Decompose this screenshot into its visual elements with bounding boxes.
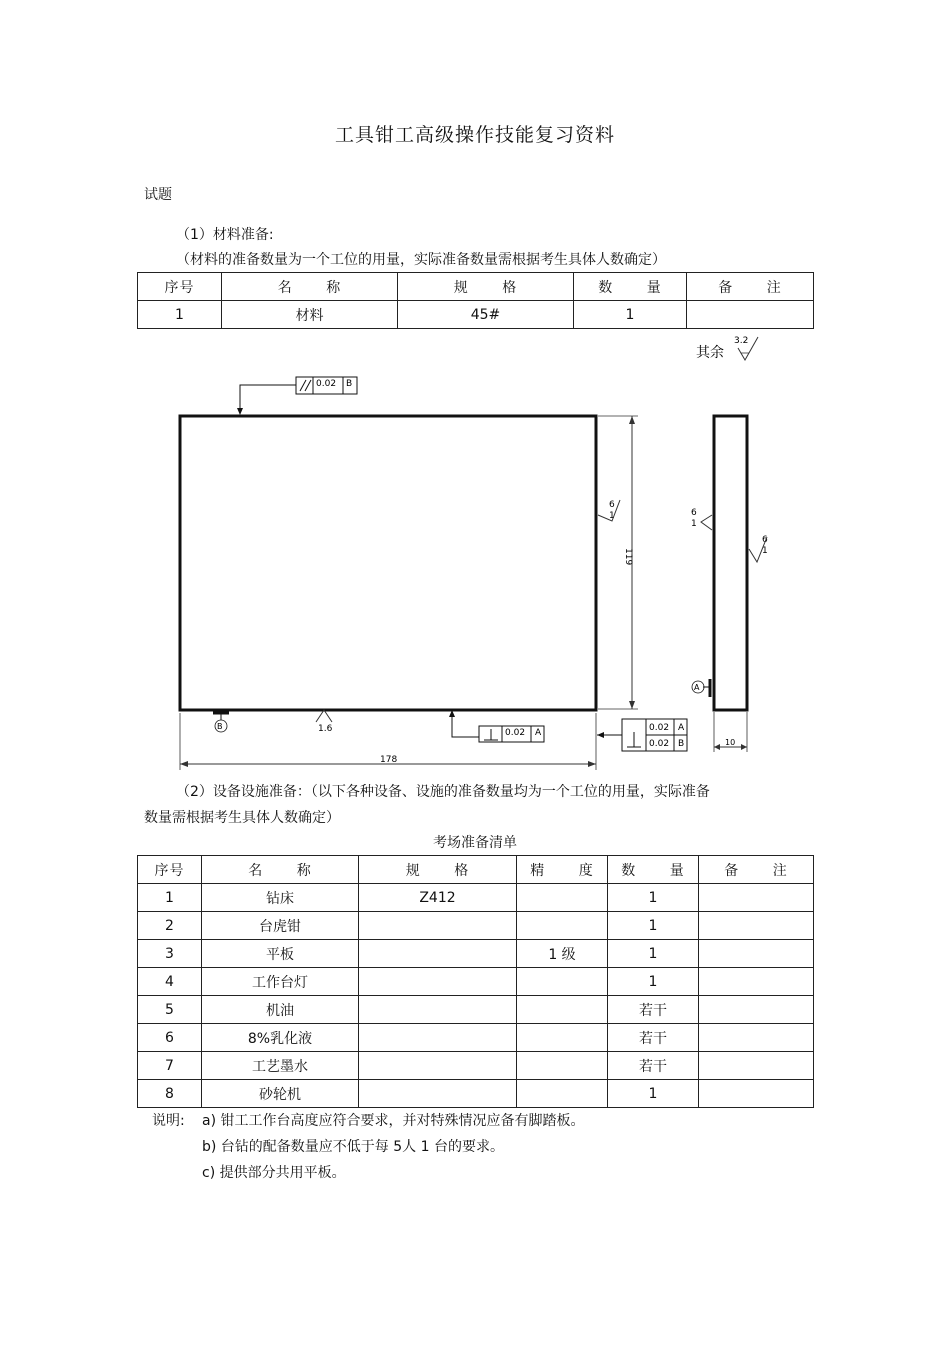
table-cell: 1 [574, 301, 687, 329]
roughness-symbol-icon [316, 710, 332, 722]
fcf-parallelism-top [237, 377, 357, 415]
table-cell: 钻床 [202, 884, 359, 912]
roughness-note: 其余 [696, 345, 724, 361]
table-cell: 1 [608, 968, 699, 996]
equipment-table [137, 855, 814, 1108]
plate-side-view [714, 416, 747, 710]
header-cell: 备 注 [699, 856, 814, 884]
header-cell: 精 度 [517, 856, 608, 884]
table-cell: 若干 [608, 1024, 699, 1052]
table-cell: 若干 [608, 1052, 699, 1080]
table-cell [517, 1052, 608, 1080]
table-cell [359, 940, 517, 968]
table-cell [699, 1024, 814, 1052]
table-cell [359, 1080, 517, 1108]
table-cell [517, 996, 608, 1024]
table-cell: 7 [138, 1052, 202, 1080]
table-cell: 3 [138, 940, 202, 968]
roughness-value: 3.2 [734, 336, 749, 346]
fcf-tolerance: 0.02 [316, 379, 337, 389]
table-row [138, 912, 814, 940]
table-row [138, 301, 814, 329]
header-cell: 名 称 [222, 273, 398, 301]
table-cell [699, 884, 814, 912]
table-cell: 1 [608, 884, 699, 912]
roughness-symbol-icon [701, 515, 712, 530]
table-cell [359, 1052, 517, 1080]
table-cell: 1 [608, 912, 699, 940]
roughness-bottom: 1.6 [318, 724, 333, 734]
header-cell: 规 格 [398, 273, 574, 301]
table-cell [699, 1080, 814, 1108]
roughness-side-right-bottom: 1 [762, 546, 768, 556]
table-cell [359, 996, 517, 1024]
plate-front-view [180, 416, 596, 710]
table-cell: 平板 [202, 940, 359, 968]
part2-heading-line2: 数量需根据考生具体人数确定） [144, 810, 340, 826]
table-cell: 机油 [202, 996, 359, 1024]
table-cell: 45# [398, 301, 574, 329]
roughness-side-left-top: 6 [691, 508, 697, 518]
table-cell [517, 1024, 608, 1052]
table-cell: 8 [138, 1080, 202, 1108]
table-cell [517, 1080, 608, 1108]
roughness-right-top: 6 [609, 500, 615, 510]
table-row [138, 968, 814, 996]
note-c: c) 提供部分共用平板。 [202, 1165, 346, 1181]
header-cell: 名 称 [202, 856, 359, 884]
table-cell [699, 912, 814, 940]
datum-a-label: A [694, 683, 700, 692]
datum-b-label: B [217, 722, 223, 731]
table-cell: 1 [138, 884, 202, 912]
section-label: 试题 [144, 187, 172, 203]
part1-heading: （1）材料准备: [176, 227, 274, 243]
table-cell: 1 [608, 940, 699, 968]
table-cell [699, 968, 814, 996]
header-cell: 数 量 [608, 856, 699, 884]
note-a: a) 钳工工作台高度应符合要求，并对特殊情况应备有脚踏板。 [202, 1113, 585, 1129]
table-cell: 1 [608, 1080, 699, 1108]
table-cell: 2 [138, 912, 202, 940]
table-cell: 4 [138, 968, 202, 996]
fcf-datum: B [346, 379, 353, 389]
table-cell [687, 301, 814, 329]
header-cell: 序号 [138, 856, 202, 884]
table-cell: 材料 [222, 301, 398, 329]
table-cell [699, 1052, 814, 1080]
table-cell: 砂轮机 [202, 1080, 359, 1108]
table-cell [517, 912, 608, 940]
fcf-datum: A [678, 723, 685, 733]
table-cell: 1 [138, 301, 222, 329]
table-cell: 8%乳化液 [202, 1024, 359, 1052]
materials-table [137, 272, 814, 329]
roughness-right-bottom: 1 [609, 511, 615, 521]
table-cell [699, 940, 814, 968]
equipment-table-header [138, 856, 814, 884]
header-cell: 规 格 [359, 856, 517, 884]
fcf-tolerance: 0.02 [505, 728, 526, 738]
table-cell [699, 996, 814, 1024]
table-row [138, 940, 814, 968]
table-cell [359, 968, 517, 996]
fcf-perpendicularity-right [597, 719, 687, 751]
table-cell [517, 884, 608, 912]
technical-drawing [0, 330, 950, 780]
equipment-table-title: 考场准备清单 [433, 835, 517, 851]
document-title: 工具钳工高级操作技能复习资料 [334, 124, 615, 146]
table-cell: 工艺墨水 [202, 1052, 359, 1080]
table-row [138, 996, 814, 1024]
table-cell: 6 [138, 1024, 202, 1052]
dimension-height: 119 [623, 548, 633, 566]
fcf-datum: B [678, 739, 685, 749]
fcf-perpendicularity-bottom [449, 710, 544, 742]
parallelism-icon [300, 380, 306, 391]
fcf-tolerance: 0.02 [649, 739, 670, 749]
table-cell: 工作台灯 [202, 968, 359, 996]
table-row [138, 1080, 814, 1108]
table-cell: Z412 [359, 884, 517, 912]
part2-heading-line1: （2）设备设施准备：（以下各种设备、设施的准备数量均为一个工位的用量，实际准备 [176, 784, 710, 800]
table-cell: 台虎钳 [202, 912, 359, 940]
dimension-width: 178 [380, 755, 398, 765]
roughness-side-right-top: 6 [762, 535, 768, 545]
materials-table-header [138, 273, 814, 301]
fcf-datum: A [535, 728, 542, 738]
part1-note: （材料的准备数量为一个工位的用量，实际准备数量需根据考生具体人数确定） [176, 252, 666, 268]
note-b: b) 台钻的配备数量应不低于每 5人 1 台的要求。 [202, 1139, 504, 1155]
table-cell: 若干 [608, 996, 699, 1024]
table-row [138, 884, 814, 912]
table-cell [359, 1024, 517, 1052]
header-cell: 数 量 [574, 273, 687, 301]
table-cell [517, 968, 608, 996]
table-cell: 5 [138, 996, 202, 1024]
table-cell [359, 912, 517, 940]
table-cell: 1 级 [517, 940, 608, 968]
table-row [138, 1024, 814, 1052]
table-row [138, 1052, 814, 1080]
dimension-thickness: 10 [725, 738, 736, 747]
notes-label: 说明: [152, 1113, 185, 1129]
roughness-side-left-bottom: 1 [691, 519, 697, 529]
header-cell: 备 注 [687, 273, 814, 301]
header-cell: 序号 [138, 273, 222, 301]
fcf-tolerance: 0.02 [649, 723, 670, 733]
